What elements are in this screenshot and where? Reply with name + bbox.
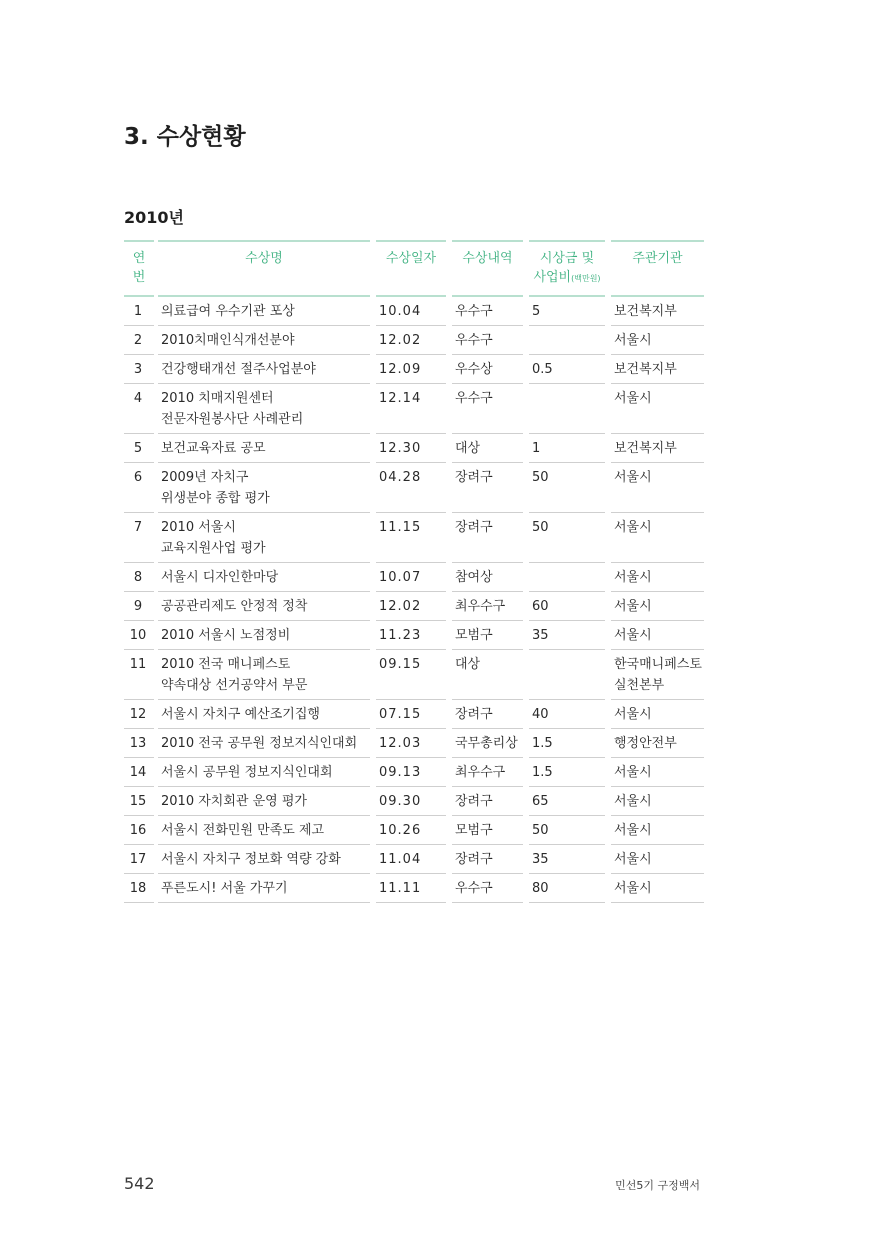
row-award	[452, 700, 523, 729]
row-name-text: 2009년 자치구	[161, 470, 249, 485]
row-prize-text: 50	[532, 520, 549, 535]
row-no-text: 12	[129, 707, 147, 722]
row-no-text: 10	[129, 628, 147, 643]
row-award	[452, 787, 523, 816]
row-name	[158, 845, 370, 874]
row-org-text: 실천본부	[614, 678, 665, 693]
row-award	[452, 874, 523, 903]
row-no	[124, 845, 154, 874]
row-date-text: 04.28	[379, 470, 422, 485]
row-award	[452, 758, 523, 787]
table-row	[124, 758, 704, 787]
row-name-text: 서울시 전화민원 만족도 제고	[161, 823, 325, 838]
row-org-text: 서울시	[614, 628, 652, 643]
row-prize-text: 50	[532, 823, 549, 838]
row-prize	[529, 845, 605, 874]
row-name-text: 2010 자치회관 운영 평가	[161, 794, 307, 809]
row-name-text: 서울시 자치구 예산조기집행	[161, 707, 320, 722]
row-org-text: 서울시	[614, 391, 652, 406]
row-award-text: 최우수구	[455, 599, 506, 614]
row-date	[376, 513, 446, 563]
row-award-text: 장려구	[455, 470, 493, 485]
row-no	[124, 513, 154, 563]
row-prize	[529, 700, 605, 729]
row-prize	[529, 513, 605, 563]
row-no-text: 14	[129, 765, 147, 780]
row-name	[158, 700, 370, 729]
row-date-text: 12.02	[379, 599, 422, 614]
row-date	[376, 326, 446, 355]
row-name-text: 푸른도시! 서울 가꾸기	[161, 881, 288, 896]
row-org	[611, 816, 704, 845]
row-award	[452, 592, 523, 621]
row-org-text: 서울시	[614, 520, 652, 535]
row-prize-text: 5	[532, 304, 541, 319]
table-header-row	[124, 240, 704, 297]
row-award	[452, 297, 523, 326]
header-date: 수상일자	[376, 240, 446, 297]
row-no	[124, 874, 154, 903]
row-org-text: 서울시	[614, 333, 652, 348]
row-org	[611, 700, 704, 729]
table-row	[124, 326, 704, 355]
row-prize	[529, 621, 605, 650]
row-org	[611, 592, 704, 621]
row-org-text: 서울시	[614, 852, 652, 867]
row-org-text: 보건복지부	[614, 441, 677, 456]
row-date	[376, 463, 446, 513]
row-name-text: 2010 서울시	[161, 520, 236, 535]
header-org: 주관기관	[611, 240, 704, 297]
row-org	[611, 845, 704, 874]
row-prize	[529, 297, 605, 326]
row-date-text: 11.23	[379, 628, 422, 643]
row-date-text: 10.26	[379, 823, 422, 838]
row-date	[376, 816, 446, 845]
row-date	[376, 563, 446, 592]
row-no-text: 1	[133, 304, 143, 319]
row-org-text: 서울시	[614, 823, 652, 838]
row-org	[611, 563, 704, 592]
row-award-text: 장려구	[455, 520, 493, 535]
row-date	[376, 874, 446, 903]
row-no-text: 11	[129, 657, 147, 672]
row-name	[158, 874, 370, 903]
row-name	[158, 384, 370, 434]
header-award: 수상내역	[452, 240, 523, 297]
row-prize	[529, 787, 605, 816]
row-no-text: 18	[129, 881, 147, 896]
row-name	[158, 758, 370, 787]
row-name-text: 2010 서울시 노점정비	[161, 628, 291, 643]
row-no-text: 15	[129, 794, 147, 809]
header-prize	[529, 240, 605, 297]
row-date	[376, 297, 446, 326]
row-award-text: 우수상	[455, 362, 493, 377]
row-name-text: 전문자원봉사단 사례관리	[161, 412, 304, 427]
row-prize	[529, 729, 605, 758]
row-org-text: 서울시	[614, 599, 652, 614]
table-row	[124, 787, 704, 816]
row-prize-text: 80	[532, 881, 549, 896]
row-org-text: 서울시	[614, 707, 652, 722]
row-date	[376, 434, 446, 463]
table-row	[124, 384, 704, 434]
row-prize	[529, 816, 605, 845]
row-no	[124, 297, 154, 326]
row-date	[376, 384, 446, 434]
row-no	[124, 355, 154, 384]
row-award-text: 우수구	[455, 391, 493, 406]
table-row	[124, 434, 704, 463]
table-row	[124, 592, 704, 621]
row-award	[452, 326, 523, 355]
row-date-text: 11.11	[379, 881, 422, 896]
row-award-text: 대상	[455, 441, 481, 456]
header-prize-line2: 사업비	[533, 270, 572, 285]
row-name-text: 공공관리제도 안정적 정착	[161, 599, 308, 614]
row-date	[376, 787, 446, 816]
row-name-text: 위생분야 종합 평가	[161, 491, 270, 506]
table-row	[124, 297, 704, 326]
row-award-text: 참여상	[455, 570, 493, 585]
row-date-text: 12.14	[379, 391, 422, 406]
row-date-text: 11.15	[379, 520, 422, 535]
row-prize-text: 40	[532, 707, 549, 722]
header-prize-line1: 시상금 및	[539, 251, 595, 266]
row-name	[158, 787, 370, 816]
book-title: 민선5기 구정백서	[615, 1179, 700, 1192]
row-no-text: 2	[133, 333, 143, 348]
row-name	[158, 729, 370, 758]
row-date-text: 09.15	[379, 657, 422, 672]
row-award	[452, 650, 523, 700]
row-prize	[529, 326, 605, 355]
row-name	[158, 563, 370, 592]
row-award-text: 국무총리상	[455, 736, 518, 751]
row-no	[124, 563, 154, 592]
row-org-text: 행정안전부	[614, 736, 677, 751]
row-name	[158, 326, 370, 355]
row-no	[124, 816, 154, 845]
header-name: 수상명	[158, 240, 370, 297]
row-date-text: 09.30	[379, 794, 422, 809]
row-date-text: 07.15	[379, 707, 422, 722]
row-award-text: 장려구	[455, 794, 493, 809]
row-prize	[529, 874, 605, 903]
row-prize	[529, 758, 605, 787]
row-award	[452, 463, 523, 513]
row-prize	[529, 434, 605, 463]
table-row	[124, 650, 704, 700]
table-row	[124, 874, 704, 903]
row-org-text: 서울시	[614, 470, 652, 485]
row-award-text: 우수구	[455, 304, 493, 319]
row-org-text: 서울시	[614, 881, 652, 896]
row-name-text: 의료급여 우수기관 포상	[161, 304, 295, 319]
row-date	[376, 650, 446, 700]
row-name-text: 2010 치매지원센터	[161, 391, 274, 406]
row-prize	[529, 384, 605, 434]
row-award-text: 장려구	[455, 707, 493, 722]
row-name-text: 서울시 자치구 정보화 역량 강화	[161, 852, 341, 867]
row-org	[611, 355, 704, 384]
row-award	[452, 845, 523, 874]
row-prize-text: 1.5	[532, 765, 553, 780]
row-prize-text: 50	[532, 470, 549, 485]
row-org	[611, 729, 704, 758]
row-no-text: 3	[133, 362, 143, 377]
row-prize	[529, 355, 605, 384]
row-award	[452, 513, 523, 563]
row-date	[376, 845, 446, 874]
row-name-text: 서울시 공무원 정보지식인대회	[161, 765, 333, 780]
row-org-text: 서울시	[614, 794, 652, 809]
row-no-text: 4	[133, 391, 143, 406]
row-name	[158, 650, 370, 700]
row-name-text: 약속대상 선거공약서 부문	[161, 678, 308, 693]
row-prize	[529, 463, 605, 513]
row-date	[376, 355, 446, 384]
row-no	[124, 592, 154, 621]
row-prize	[529, 650, 605, 700]
row-award-text: 우수구	[455, 881, 493, 896]
year-title: 2010년	[124, 208, 184, 227]
row-date	[376, 729, 446, 758]
row-award	[452, 434, 523, 463]
row-no-text: 6	[133, 470, 143, 485]
table-row	[124, 845, 704, 874]
table-row	[124, 816, 704, 845]
table-row	[124, 513, 704, 563]
section-title: 3. 수상현황	[124, 124, 246, 150]
row-no-text: 17	[129, 852, 147, 867]
row-date-text: 10.04	[379, 304, 422, 319]
row-award	[452, 729, 523, 758]
row-date-text: 09.13	[379, 765, 422, 780]
row-date	[376, 621, 446, 650]
row-name	[158, 434, 370, 463]
row-award-text: 모범구	[455, 823, 493, 838]
row-no	[124, 326, 154, 355]
row-date-text: 10.07	[379, 570, 422, 585]
row-prize-text: 35	[532, 852, 549, 867]
awards-table	[124, 240, 704, 903]
row-prize-text: 0.5	[532, 362, 553, 377]
row-org-text: 한국매니페스토	[614, 657, 702, 672]
row-org	[611, 621, 704, 650]
row-no	[124, 787, 154, 816]
awards-table-body	[124, 297, 704, 903]
row-org	[611, 787, 704, 816]
row-prize-text: 35	[532, 628, 549, 643]
row-no	[124, 434, 154, 463]
row-name-text: 교육지원사업 평가	[161, 541, 266, 556]
row-no	[124, 650, 154, 700]
row-award	[452, 621, 523, 650]
row-prize-text: 65	[532, 794, 549, 809]
row-org	[611, 297, 704, 326]
row-no	[124, 758, 154, 787]
row-org	[611, 384, 704, 434]
row-award	[452, 355, 523, 384]
table-row	[124, 355, 704, 384]
row-org	[611, 463, 704, 513]
row-org	[611, 326, 704, 355]
row-no-text: 8	[133, 570, 143, 585]
row-name	[158, 513, 370, 563]
row-org-text: 보건복지부	[614, 304, 677, 319]
row-name-text: 건강행태개선 절주사업분야	[161, 362, 316, 377]
table-row	[124, 621, 704, 650]
row-prize-text: 60	[532, 599, 549, 614]
row-date-text: 12.03	[379, 736, 422, 751]
row-name	[158, 621, 370, 650]
row-org	[611, 513, 704, 563]
header-no: 연번	[124, 240, 154, 297]
row-name-text: 2010 전국 매니페스토	[161, 657, 291, 672]
row-no-text: 5	[133, 441, 143, 456]
row-award-text: 우수구	[455, 333, 493, 348]
row-date-text: 12.30	[379, 441, 422, 456]
row-name	[158, 592, 370, 621]
table-row	[124, 563, 704, 592]
row-org	[611, 650, 704, 700]
page-number: 542	[124, 1174, 155, 1193]
row-name-text: 보건교육자료 공모	[161, 441, 266, 456]
row-date-text: 11.04	[379, 852, 422, 867]
table-row	[124, 463, 704, 513]
row-no	[124, 463, 154, 513]
row-award	[452, 563, 523, 592]
row-prize	[529, 563, 605, 592]
row-org	[611, 434, 704, 463]
row-prize	[529, 592, 605, 621]
row-date	[376, 592, 446, 621]
row-no-text: 9	[133, 599, 143, 614]
row-award-text: 대상	[455, 657, 481, 672]
row-name	[158, 297, 370, 326]
row-prize-text: 1.5	[532, 736, 553, 751]
row-org-text: 서울시	[614, 765, 652, 780]
table-row	[124, 700, 704, 729]
row-no-text: 16	[129, 823, 147, 838]
row-award-text: 모범구	[455, 628, 493, 643]
row-date-text: 12.02	[379, 333, 422, 348]
row-org	[611, 874, 704, 903]
row-no	[124, 621, 154, 650]
row-no-text: 7	[133, 520, 143, 535]
row-name-text: 2010치매인식개선분야	[161, 333, 295, 348]
row-org	[611, 758, 704, 787]
row-no-text: 13	[129, 736, 147, 751]
row-name-text: 서울시 디자인한마당	[161, 570, 279, 585]
row-award-text: 최우수구	[455, 765, 506, 780]
row-no	[124, 700, 154, 729]
row-date	[376, 700, 446, 729]
row-no	[124, 729, 154, 758]
row-name-text: 2010 전국 공무원 정보지식인대회	[161, 736, 358, 751]
row-date	[376, 758, 446, 787]
table-row	[124, 729, 704, 758]
row-org-text: 보건복지부	[614, 362, 677, 377]
row-date-text: 12.09	[379, 362, 422, 377]
row-name	[158, 355, 370, 384]
header-prize-unit: (백만원)	[571, 274, 601, 283]
row-org-text: 서울시	[614, 570, 652, 585]
row-award-text: 장려구	[455, 852, 493, 867]
row-prize-text: 1	[532, 441, 541, 456]
row-name	[158, 816, 370, 845]
row-award	[452, 816, 523, 845]
row-no	[124, 384, 154, 434]
row-award	[452, 384, 523, 434]
row-name	[158, 463, 370, 513]
